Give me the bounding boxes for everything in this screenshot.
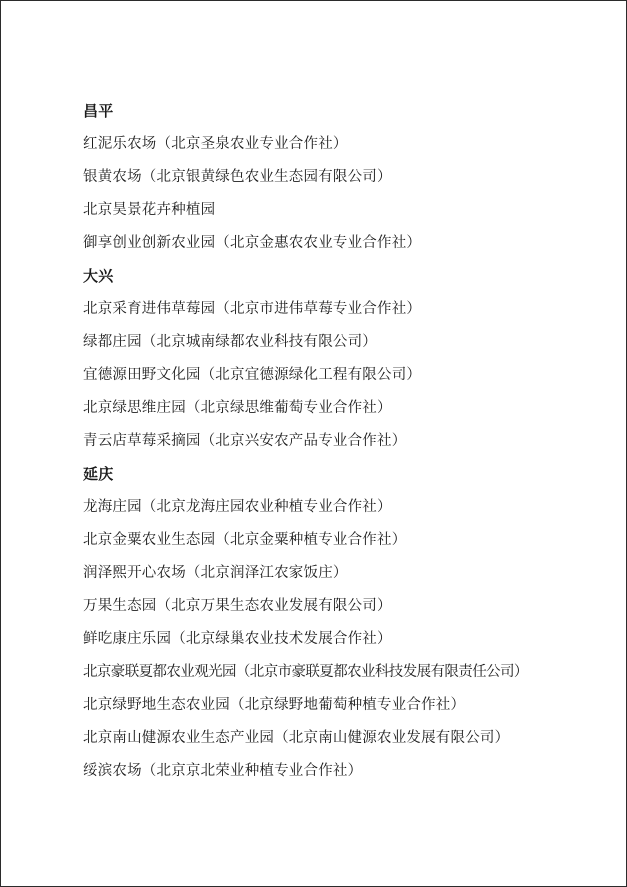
section-title-changping: 昌平 [83,102,114,120]
list-item: 龙海庄园（北京龙海庄园农业种植专业合作社） [83,499,392,515]
list-item: 银黄农场（北京银黄绿色农业生态园有限公司） [83,169,392,185]
list-item: 御享创业创新农业园（北京金惠农农业专业合作社） [83,235,422,251]
list-item: 北京绿思维庄园（北京绿思维葡萄专业合作社） [83,400,392,416]
list-item: 绥滨农场（北京京北荣业种植专业合作社） [83,763,363,779]
list-item: 北京采育进伟草莓园（北京市进伟草莓专业合作社） [83,301,422,317]
list-item: 鲜吃康庄乐园（北京绿巢农业技术发展合作社） [83,631,392,647]
section-title-yanqing: 延庆 [83,465,114,483]
list-item: 北京昊景花卉种植园 [83,202,216,218]
list-item: 北京绿野地生态农业园（北京绿野地葡萄种植专业合作社） [83,697,466,713]
list-item: 绿都庄园（北京城南绿都农业科技有限公司） [83,334,377,350]
list-item: 宜德源田野文化园（北京宜德源绿化工程有限公司） [83,367,422,383]
list-item: 青云店草莓采摘园（北京兴安农产品专业合作社） [83,433,407,449]
list-item: 北京豪联夏都农业观光园（北京市豪联夏都农业科技发展有限责任公司） [83,664,528,680]
list-item: 北京金粟农业生态园（北京金粟种植专业合作社） [83,532,407,548]
list-item: 润泽熙开心农场（北京润泽江农家饭庄） [83,565,348,581]
list-item: 万果生态园（北京万果生态农业发展有限公司） [83,598,392,614]
list-item: 红泥乐农场（北京圣泉农业专业合作社） [83,136,348,152]
list-item: 北京南山健源农业生态产业园（北京南山健源农业发展有限公司） [83,730,510,746]
document-body [83,101,603,794]
section-title-daxing: 大兴 [83,267,114,285]
